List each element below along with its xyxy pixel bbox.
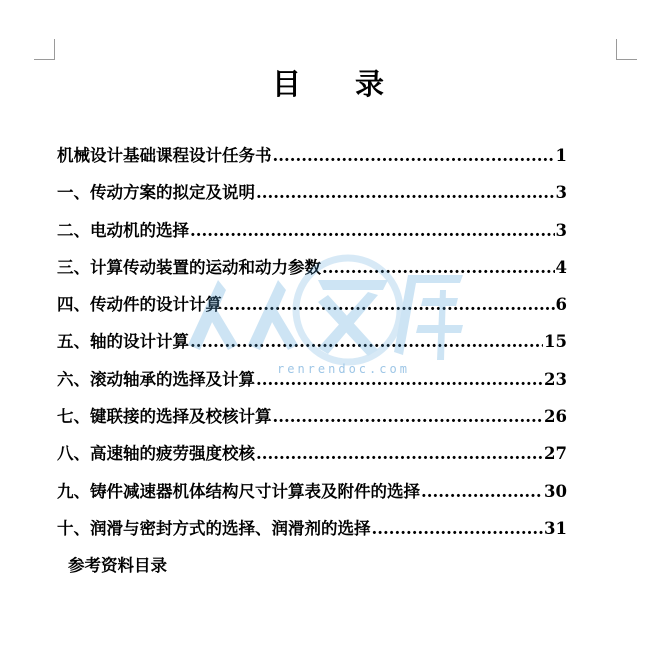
- toc-entry[interactable]: [57, 291, 567, 328]
- toc-entry-page: 6: [555, 295, 567, 315]
- page-title: 目 录: [271, 67, 407, 101]
- page-corner-mark-top-left: [34, 39, 55, 60]
- toc-entry-label: 机械设计基础课程设计任务书: [57, 146, 272, 165]
- toc-entry-label: 八、高速轴的疲劳强度校核: [57, 444, 255, 464]
- toc-entry-label: 六、滚动轴承的选择及计算: [57, 369, 255, 389]
- toc-dot-leader: [322, 258, 555, 277]
- references-heading: 参考资料目录: [68, 556, 167, 575]
- toc-dot-leader: [190, 221, 555, 240]
- toc-dot-leader: [190, 332, 543, 351]
- toc-dot-leader: [273, 407, 544, 426]
- toc-entry-page: 3: [555, 220, 567, 240]
- toc-entry-page: 4: [555, 257, 567, 277]
- toc-entry-label: 九、铸件减速器机体结构尺寸计算表及附件的选择: [57, 481, 420, 501]
- toc-entry[interactable]: [57, 328, 567, 365]
- toc-entry[interactable]: [57, 142, 567, 179]
- table-of-contents: [57, 142, 567, 552]
- toc-dot-leader: [256, 444, 543, 463]
- toc-entry-page: 3: [555, 183, 567, 203]
- watermark-url-text: renrendoc.com: [277, 362, 410, 376]
- toc-entry[interactable]: [57, 179, 567, 216]
- toc-entry-label: 二、电动机的选择: [57, 220, 189, 240]
- toc-dot-leader: [223, 295, 555, 314]
- toc-entry-page: 30: [544, 481, 567, 501]
- toc-entry-page: 27: [544, 444, 567, 464]
- page-corner-mark-top-right: [616, 39, 637, 60]
- toc-dot-leader: [421, 482, 543, 501]
- toc-entry[interactable]: [57, 217, 567, 254]
- toc-dot-leader: [256, 183, 555, 202]
- toc-entry-label: 七、键联接的选择及校核计算: [57, 407, 272, 427]
- toc-entry-label: 五、轴的设计计算: [57, 332, 189, 352]
- toc-entry-label: 四、传动件的设计计算: [57, 295, 222, 315]
- toc-entry-page: 15: [544, 332, 567, 352]
- toc-entry-page: 23: [544, 369, 567, 389]
- toc-entry-page: 26: [544, 407, 567, 427]
- toc-entry-page: 1: [555, 146, 567, 165]
- toc-entry-label: 一、传动方案的拟定及说明: [57, 183, 255, 203]
- toc-dot-leader: [273, 146, 555, 165]
- toc-entry[interactable]: [57, 478, 567, 515]
- toc-entry-label: 三、计算传动装置的运动和动力参数: [57, 257, 321, 277]
- toc-entry-label: 十、润滑与密封方式的选择、润滑剂的选择: [57, 518, 371, 538]
- toc-entry[interactable]: [57, 440, 567, 477]
- toc-entry[interactable]: [57, 254, 567, 291]
- toc-entry[interactable]: [57, 515, 567, 552]
- toc-dot-leader: [372, 519, 544, 538]
- toc-entry[interactable]: [57, 403, 567, 440]
- toc-entry-page: 31: [544, 518, 567, 538]
